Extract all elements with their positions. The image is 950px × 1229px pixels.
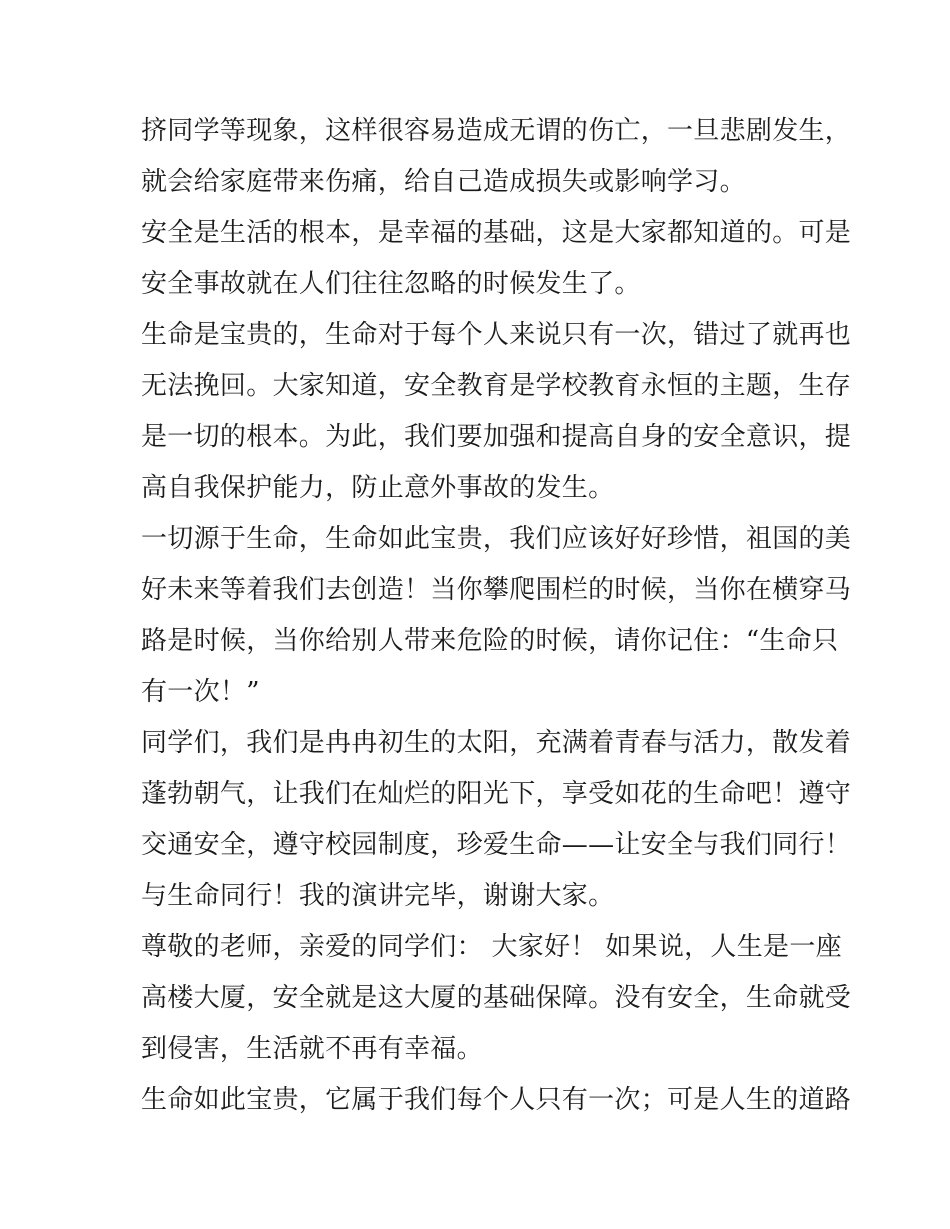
text-line: 尊敬的老师，亲爱的同学们： 大家好！ 如果说，人生是一座 <box>141 932 842 962</box>
text-line: 路是时候，当你给别人带来危险的时候，请你记住：“生命只 <box>141 626 839 656</box>
document-body <box>141 106 852 1126</box>
text-line: 生命是宝贵的，生命对于每个人来说只有一次，错过了就再也 <box>141 320 852 350</box>
paragraph <box>141 208 852 310</box>
text-line: 与生命同行！我的演讲完毕，谢谢大家。 <box>141 881 615 911</box>
text-line: 就会给家庭带来伤痛，给自己造成损失或影响学习。 <box>141 167 746 197</box>
text-line: 安全事故就在人们往往忽略的时候发生了。 <box>141 269 641 299</box>
text-line: 有一次！” <box>141 677 260 707</box>
text-line: 交通安全，遵守校园制度，珍爱生命——让安全与我们同行！ <box>141 830 852 860</box>
text-line: 无法挽回。大家知道，安全教育是学校教育永恒的主题，生存 <box>141 371 852 401</box>
paragraph <box>141 310 852 514</box>
paragraph <box>141 922 852 1075</box>
text-line: 蓬勃朝气，让我们在灿烂的阳光下，享受如花的生命吧！遵守 <box>141 779 852 809</box>
text-line: 挤同学等现象，这样很容易造成无谓的伤亡，一旦悲剧发生， <box>141 116 852 146</box>
text-line: 生命如此宝贵，它属于我们每个人只有一次；可是人生的道路 <box>141 1085 852 1115</box>
text-line: 到侵害，生活就不再有幸福。 <box>141 1034 483 1064</box>
text-line: 安全是生活的根本，是幸福的基础，这是大家都知道的。可是 <box>141 218 852 248</box>
text-line: 一切源于生命，生命如此宝贵，我们应该好好珍惜，祖国的美 <box>141 524 852 554</box>
text-line: 同学们，我们是冉冉初生的太阳，充满着青春与活力，散发着 <box>141 728 852 758</box>
paragraph <box>141 106 852 208</box>
paragraph <box>141 514 852 718</box>
paragraph <box>141 1075 852 1126</box>
text-line: 好未来等着我们去创造！当你攀爬围栏的时候，当你在横穿马 <box>141 575 852 605</box>
text-line: 是一切的根本。为此，我们要加强和提高自身的安全意识，提 <box>141 422 852 452</box>
text-line: 高楼大厦，安全就是这大厦的基础保障。没有安全，生命就受 <box>141 983 852 1013</box>
text-line: 高自我保护能力，防止意外事故的发生。 <box>141 473 615 503</box>
paragraph <box>141 718 852 922</box>
